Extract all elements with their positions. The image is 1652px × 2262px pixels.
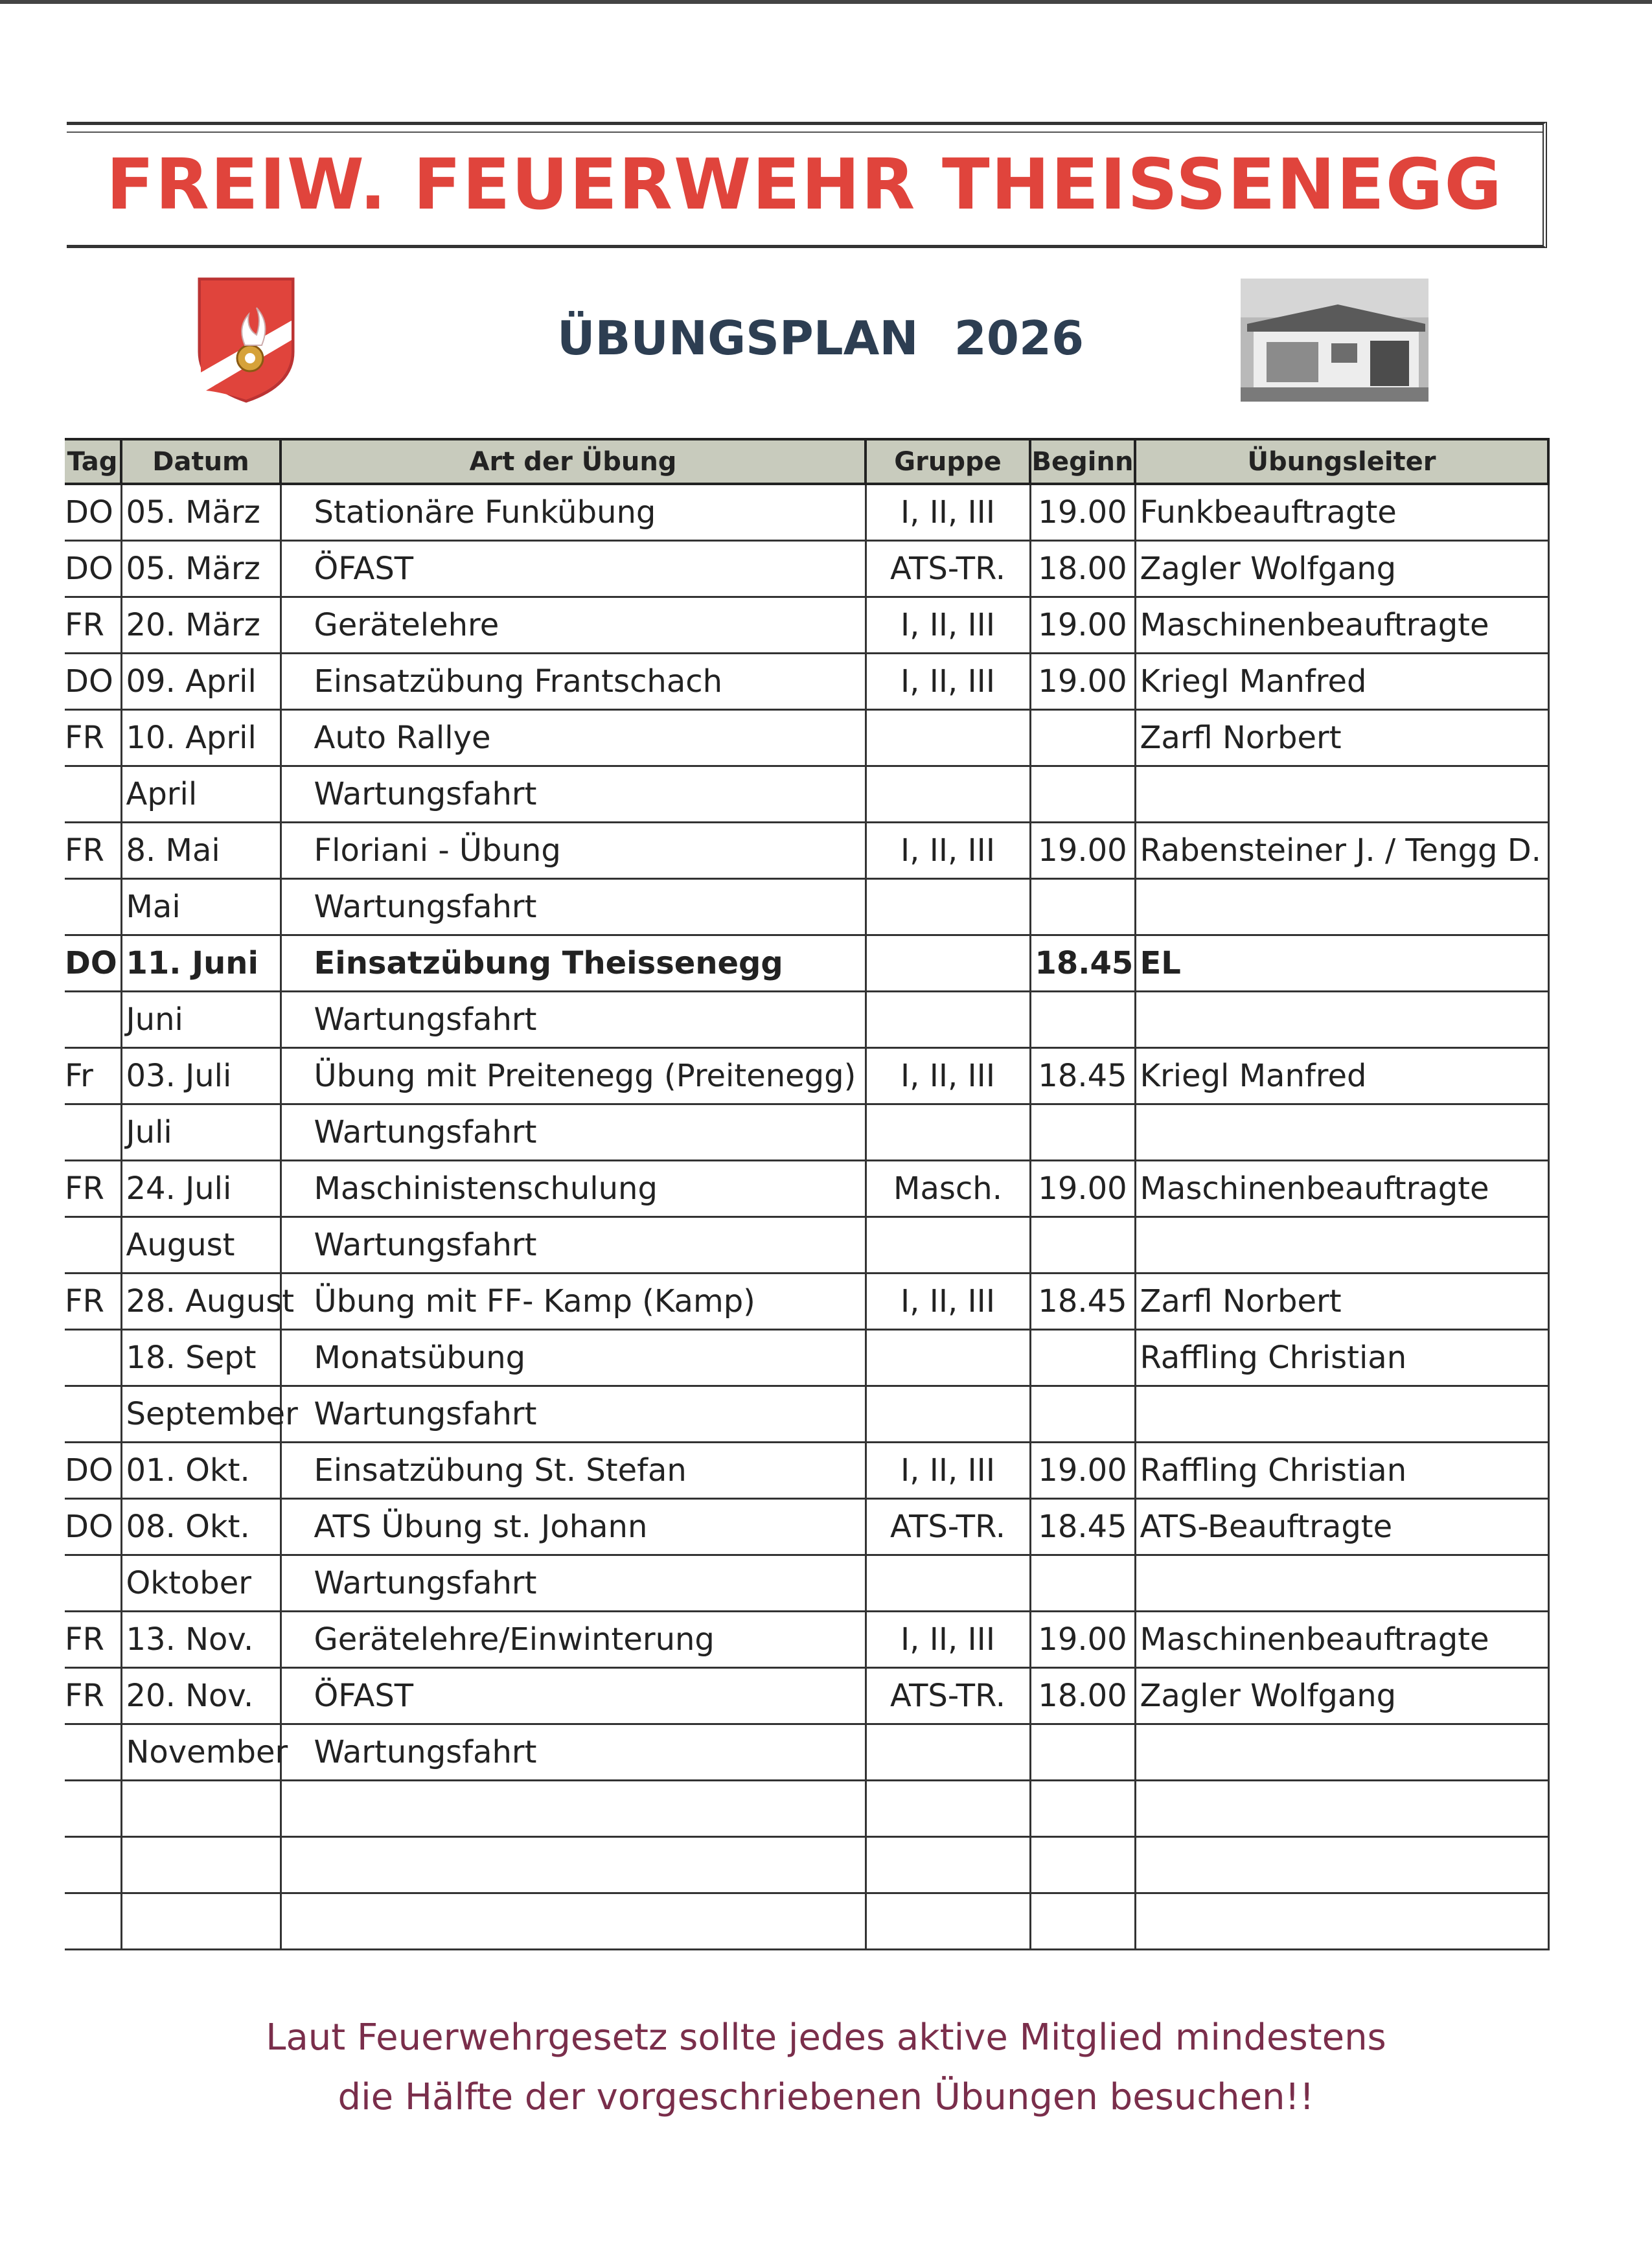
table-row (65, 1048, 1548, 1104)
cell-tag (65, 1386, 121, 1443)
cell-gruppe (866, 935, 1030, 992)
cell-datum: Juni (121, 992, 281, 1048)
cell-datum (121, 1837, 281, 1893)
column-header-art: Art der Übung (281, 439, 866, 484)
cell-gruppe (866, 1837, 1030, 1893)
cell-art: Einsatzübung Theissenegg (281, 935, 866, 992)
fire-brigade-emblem-icon (194, 275, 298, 405)
cell-art: Wartungsfahrt (281, 879, 866, 935)
cell-gruppe: I, II, III (866, 654, 1030, 710)
cell-tag (65, 1724, 121, 1781)
cell-beginn: 18.45 (1030, 935, 1135, 992)
cell-tag: DO (65, 935, 121, 992)
cell-datum (121, 1893, 281, 1950)
cell-gruppe (866, 710, 1030, 766)
cell-tag: DO (65, 654, 121, 710)
cell-beginn (1030, 992, 1135, 1048)
table-row (65, 992, 1548, 1048)
cell-beginn: 18.45 (1030, 1499, 1135, 1555)
table-row (65, 1386, 1548, 1443)
cell-leiter: Zarfl Norbert (1135, 1274, 1548, 1330)
cell-beginn: 18.00 (1030, 541, 1135, 597)
cell-beginn: 18.45 (1030, 1048, 1135, 1104)
cell-art: Gerätelehre/Einwinterung (281, 1612, 866, 1668)
cell-datum: 05. März (121, 484, 281, 541)
cell-art: Monatsübung (281, 1330, 866, 1386)
cell-tag: DO (65, 484, 121, 541)
exercise-table (65, 438, 1550, 1950)
column-header-tag: Tag (65, 439, 121, 484)
cell-gruppe: I, II, III (866, 1274, 1030, 1330)
cell-datum: November (121, 1724, 281, 1781)
cell-gruppe (866, 992, 1030, 1048)
cell-beginn (1030, 1555, 1135, 1612)
cell-art: Floriani - Übung (281, 823, 866, 879)
cell-leiter (1135, 1386, 1548, 1443)
cell-tag: FR (65, 1612, 121, 1668)
cell-datum: 18. Sept (121, 1330, 281, 1386)
cell-art: ÖFAST (281, 541, 866, 597)
cell-datum: 05. März (121, 541, 281, 597)
table-row (65, 766, 1548, 823)
cell-datum: 11. Juni (121, 935, 281, 992)
cell-art: Maschinistenschulung (281, 1161, 866, 1217)
table-row (65, 935, 1548, 992)
cell-leiter: Kriegl Manfred (1135, 1048, 1548, 1104)
cell-tag: FR (65, 1274, 121, 1330)
table-row (65, 1893, 1548, 1950)
cell-datum: 20. Nov. (121, 1668, 281, 1724)
cell-leiter (1135, 1217, 1548, 1274)
cell-art (281, 1781, 866, 1837)
cell-art: Stationäre Funkübung (281, 484, 866, 541)
cell-datum: 10. April (121, 710, 281, 766)
cell-tag (65, 1781, 121, 1837)
cell-leiter (1135, 766, 1548, 823)
cell-beginn: 18.45 (1030, 1274, 1135, 1330)
table-row (65, 1724, 1548, 1781)
cell-datum: 28. August (121, 1274, 281, 1330)
cell-art: Wartungsfahrt (281, 1217, 866, 1274)
cell-tag: FR (65, 597, 121, 654)
cell-gruppe (866, 1386, 1030, 1443)
cell-leiter: Zagler Wolfgang (1135, 541, 1548, 597)
cell-gruppe: ATS-TR. (866, 541, 1030, 597)
cell-beginn (1030, 1217, 1135, 1274)
cell-beginn (1030, 710, 1135, 766)
cell-leiter: Raffling Christian (1135, 1443, 1548, 1499)
table-row (65, 879, 1548, 935)
cell-beginn: 19.00 (1030, 597, 1135, 654)
cell-gruppe (866, 1217, 1030, 1274)
cell-tag (65, 1104, 121, 1161)
cell-gruppe (866, 1893, 1030, 1950)
cell-gruppe (866, 1724, 1030, 1781)
column-header-beginn: Beginn (1030, 439, 1135, 484)
cell-art: Übung mit Preitenegg (Preitenegg) (281, 1048, 866, 1104)
cell-gruppe: ATS-TR. (866, 1499, 1030, 1555)
table-row (65, 541, 1548, 597)
cell-datum: 08. Okt. (121, 1499, 281, 1555)
cell-art: Wartungsfahrt (281, 992, 866, 1048)
cell-beginn: 19.00 (1030, 1161, 1135, 1217)
cell-beginn (1030, 1724, 1135, 1781)
table-row (65, 823, 1548, 879)
cell-gruppe: Masch. (866, 1161, 1030, 1217)
cell-art: Wartungsfahrt (281, 766, 866, 823)
table-row (65, 710, 1548, 766)
cell-beginn (1030, 1893, 1135, 1950)
footer-line-2: die Hälfte der vorgeschriebenen Übungen besuchen!! (338, 2076, 1314, 2118)
cell-beginn: 18.00 (1030, 1668, 1135, 1724)
cell-beginn: 19.00 (1030, 823, 1135, 879)
top-border-line (0, 0, 1652, 4)
cell-beginn (1030, 1781, 1135, 1837)
cell-leiter: Funkbeauftragte (1135, 484, 1548, 541)
table-row (65, 654, 1548, 710)
cell-leiter (1135, 1781, 1548, 1837)
cell-tag: FR (65, 1161, 121, 1217)
cell-art (281, 1893, 866, 1950)
cell-leiter: Rabensteiner J. / Tengg D. (1135, 823, 1548, 879)
cell-leiter: Raffling Christian (1135, 1330, 1548, 1386)
cell-gruppe: I, II, III (866, 597, 1030, 654)
table-row (65, 1104, 1548, 1161)
cell-tag: DO (65, 541, 121, 597)
fire-station-building-icon (1241, 279, 1428, 402)
cell-datum: 24. Juli (121, 1161, 281, 1217)
cell-beginn (1030, 1837, 1135, 1893)
cell-tag (65, 766, 121, 823)
cell-gruppe: ATS-TR. (866, 1668, 1030, 1724)
cell-gruppe (866, 1555, 1030, 1612)
cell-gruppe: I, II, III (866, 1048, 1030, 1104)
cell-leiter (1135, 879, 1548, 935)
cell-gruppe (866, 879, 1030, 935)
cell-gruppe (866, 1104, 1030, 1161)
cell-gruppe: I, II, III (866, 823, 1030, 879)
cell-tag (65, 1330, 121, 1386)
column-header-gruppe: Gruppe (866, 439, 1030, 484)
cell-gruppe: I, II, III (866, 484, 1030, 541)
plan-subtitle: ÜBUNGSPLAN 2026 (557, 311, 1084, 365)
cell-tag: FR (65, 823, 121, 879)
cell-beginn: 19.00 (1030, 1443, 1135, 1499)
cell-leiter (1135, 1837, 1548, 1893)
cell-gruppe (866, 1330, 1030, 1386)
footer-line-1: Laut Feuerwehrgesetz sollte jedes aktive Mitglied mindestens (266, 2016, 1386, 2059)
cell-beginn (1030, 879, 1135, 935)
title-box (67, 122, 1547, 248)
cell-tag: Fr (65, 1048, 121, 1104)
cell-gruppe (866, 1781, 1030, 1837)
cell-art: Wartungsfahrt (281, 1104, 866, 1161)
table-row (65, 1217, 1548, 1274)
table-row (65, 484, 1548, 541)
cell-tag: DO (65, 1499, 121, 1555)
cell-art: Auto Rallye (281, 710, 866, 766)
cell-leiter (1135, 992, 1548, 1048)
cell-gruppe (866, 766, 1030, 823)
cell-leiter: Maschinenbeauftragte (1135, 1161, 1548, 1217)
cell-datum: 01. Okt. (121, 1443, 281, 1499)
cell-tag (65, 1837, 121, 1893)
cell-tag (65, 879, 121, 935)
page-title: FREIW. FEUERWEHR THEISSENEGG (106, 144, 1504, 225)
cell-art: Übung mit FF- Kamp (Kamp) (281, 1274, 866, 1330)
column-header-leiter: Übungsleiter (1135, 439, 1548, 484)
cell-tag (65, 1893, 121, 1950)
cell-tag: FR (65, 1668, 121, 1724)
table-row (65, 1612, 1548, 1668)
cell-leiter: Zarfl Norbert (1135, 710, 1548, 766)
cell-beginn (1030, 1104, 1135, 1161)
cell-tag: DO (65, 1443, 121, 1499)
cell-art: Wartungsfahrt (281, 1724, 866, 1781)
cell-leiter (1135, 1724, 1548, 1781)
table-row (65, 597, 1548, 654)
cell-leiter: Zagler Wolfgang (1135, 1668, 1548, 1724)
table-header-row (65, 439, 1548, 484)
table-row (65, 1668, 1548, 1724)
table-row (65, 1499, 1548, 1555)
table-row (65, 1274, 1548, 1330)
cell-leiter: Kriegl Manfred (1135, 654, 1548, 710)
cell-leiter (1135, 1555, 1548, 1612)
cell-art: ATS Übung st. Johann (281, 1499, 866, 1555)
cell-datum: September (121, 1386, 281, 1443)
cell-art: Einsatzübung St. Stefan (281, 1443, 866, 1499)
cell-art: Gerätelehre (281, 597, 866, 654)
cell-leiter: EL (1135, 935, 1548, 992)
cell-beginn (1030, 1386, 1135, 1443)
table-row (65, 1443, 1548, 1499)
cell-art: Einsatzübung Frantschach (281, 654, 866, 710)
cell-datum: 20. März (121, 597, 281, 654)
cell-leiter (1135, 1104, 1548, 1161)
cell-tag: FR (65, 710, 121, 766)
cell-art (281, 1837, 866, 1893)
cell-datum: August (121, 1217, 281, 1274)
cell-datum: Mai (121, 879, 281, 935)
cell-art: Wartungsfahrt (281, 1555, 866, 1612)
cell-datum: 13. Nov. (121, 1612, 281, 1668)
cell-datum: Juli (121, 1104, 281, 1161)
cell-datum: April (121, 766, 281, 823)
cell-tag (65, 1555, 121, 1612)
cell-beginn: 19.00 (1030, 1612, 1135, 1668)
cell-tag (65, 1217, 121, 1274)
cell-datum: 8. Mai (121, 823, 281, 879)
cell-beginn (1030, 1330, 1135, 1386)
cell-art: ÖFAST (281, 1668, 866, 1724)
table-row (65, 1555, 1548, 1612)
table-row (65, 1330, 1548, 1386)
cell-gruppe: I, II, III (866, 1443, 1030, 1499)
table-row (65, 1781, 1548, 1837)
cell-leiter: Maschinenbeauftragte (1135, 597, 1548, 654)
cell-leiter (1135, 1893, 1548, 1950)
column-header-datum: Datum (121, 439, 281, 484)
cell-beginn (1030, 766, 1135, 823)
cell-gruppe: I, II, III (866, 1612, 1030, 1668)
cell-datum: 09. April (121, 654, 281, 710)
cell-leiter: Maschinenbeauftragte (1135, 1612, 1548, 1668)
cell-datum: 03. Juli (121, 1048, 281, 1104)
cell-tag (65, 992, 121, 1048)
footer-note (0, 2008, 1652, 2127)
cell-leiter: ATS-Beauftragte (1135, 1499, 1548, 1555)
cell-beginn: 19.00 (1030, 484, 1135, 541)
cell-art: Wartungsfahrt (281, 1386, 866, 1443)
table-row (65, 1161, 1548, 1217)
cell-datum (121, 1781, 281, 1837)
table-row (65, 1837, 1548, 1893)
cell-datum: Oktober (121, 1555, 281, 1612)
cell-beginn: 19.00 (1030, 654, 1135, 710)
